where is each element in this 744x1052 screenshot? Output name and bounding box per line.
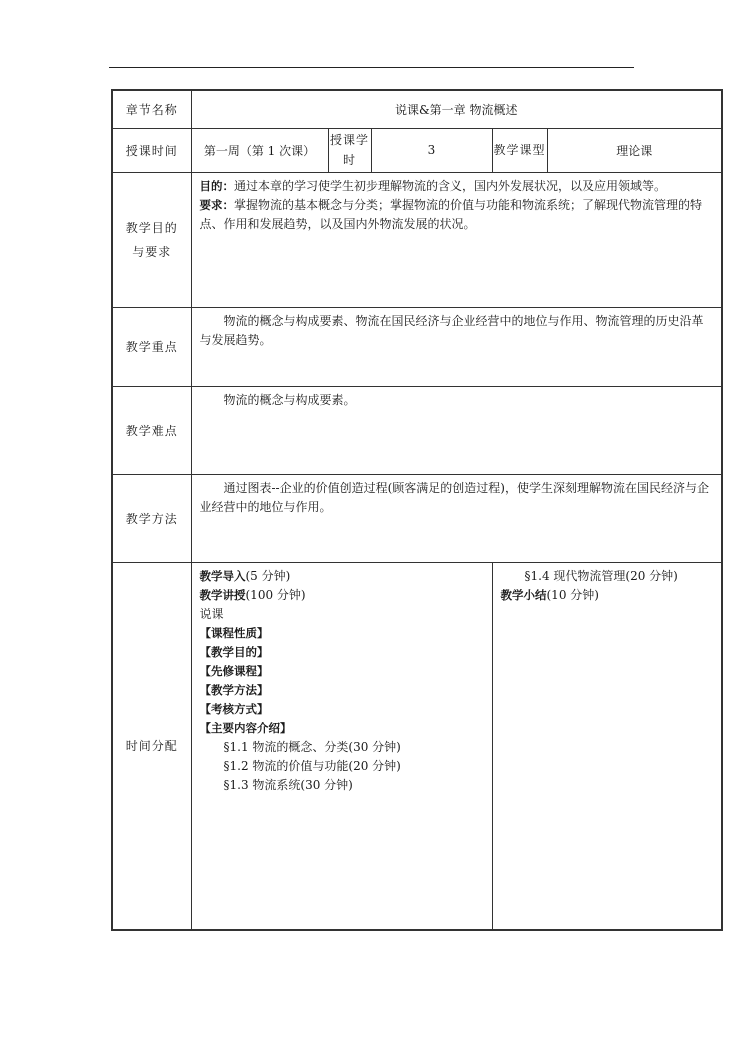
type-value: 理论课 — [547, 128, 722, 172]
objectives-content — [191, 172, 722, 307]
requirement-title: 要求： — [199, 197, 234, 212]
lecture-line — [200, 586, 486, 605]
section-1-3: §1.3 物流系统(30 分钟) — [223, 777, 353, 792]
difficulties-label: 教学难点 — [112, 386, 191, 474]
requirement-line — [200, 196, 716, 234]
methods-label: 教学方法 — [112, 474, 191, 562]
section-1-1: §1.1 物流的概念、分类(30 分钟) — [223, 739, 401, 754]
purpose-text: 通过本章的学习使学生初步理解物流的含义，国内外发展状况，以及应用领域等。 — [234, 178, 667, 193]
difficulties-text: 物流的概念与构成要素。 — [191, 386, 722, 474]
requirement-text: 掌握物流的基本概念与分类；掌握物流的价值与功能和物流系统；了解现代物流管理的特点、作用和发展趋势，以及国内外物流发展的状况。 — [199, 197, 703, 231]
hours-label: 授课学时 — [328, 128, 371, 172]
schedule-label: 授课时间 — [112, 128, 191, 172]
item-teaching-purpose: 【教学目的】 — [199, 644, 269, 659]
methods-text: 通过图表--企业的价值创造过程(顾客满足的创造过程)，使学生深刻理解物流在国民经济与企业经营中的地位与作用。 — [191, 474, 722, 562]
summary-time: (10 分钟) — [546, 587, 599, 602]
schedule-value: 第一周（第 1 次课） — [191, 128, 328, 172]
time-allocation-right — [492, 562, 722, 930]
schedule-row — [112, 128, 722, 172]
item-course-nature: 【课程性质】 — [199, 625, 269, 640]
time-allocation-label: 时间分配 — [112, 562, 191, 930]
type-label: 教学课型 — [492, 128, 547, 172]
item-prerequisite: 【先修课程】 — [199, 663, 269, 678]
item-teaching-method: 【教学方法】 — [199, 682, 269, 697]
time-allocation-row — [112, 562, 722, 930]
lesson-plan-table — [111, 89, 723, 931]
key-points-label: 教学重点 — [112, 307, 191, 386]
purpose-line — [200, 177, 716, 196]
intro-line — [200, 567, 486, 586]
section-1-4: §1.4 现代物流管理(20 分钟) — [524, 568, 678, 583]
time-allocation-left — [191, 562, 492, 930]
summary-title: 教学小结 — [500, 587, 547, 602]
objectives-row — [112, 172, 722, 307]
key-points-row — [112, 307, 722, 386]
key-points-text: 物流的概念与构成要素、物流在国民经济与企业经营中的地位与作用、物流管理的历史沿革与发展趋势。 — [191, 307, 722, 386]
methods-row — [112, 474, 722, 562]
chapter-value: 说课&第一章 物流概述 — [191, 90, 722, 128]
header-rule — [109, 67, 634, 68]
section-1-2: §1.2 物流的价值与功能(20 分钟) — [223, 758, 401, 773]
difficulties-row — [112, 386, 722, 474]
summary-line — [501, 586, 716, 605]
chapter-row — [112, 90, 722, 128]
objectives-label: 教学目的与要求 — [112, 172, 191, 307]
hours-value: 3 — [371, 128, 492, 172]
intro-title: 教学导入 — [199, 568, 246, 583]
lecture-title: 教学讲授 — [199, 587, 246, 602]
purpose-title: 目的： — [199, 178, 234, 193]
chapter-label: 章节名称 — [112, 90, 191, 128]
shuoke-line: 说课 — [199, 606, 224, 621]
lecture-time: (100 分钟) — [245, 587, 306, 602]
item-assessment: 【考核方式】 — [199, 701, 269, 716]
item-main-content: 【主要内容介绍】 — [199, 720, 292, 735]
intro-time: (5 分钟) — [245, 568, 291, 583]
